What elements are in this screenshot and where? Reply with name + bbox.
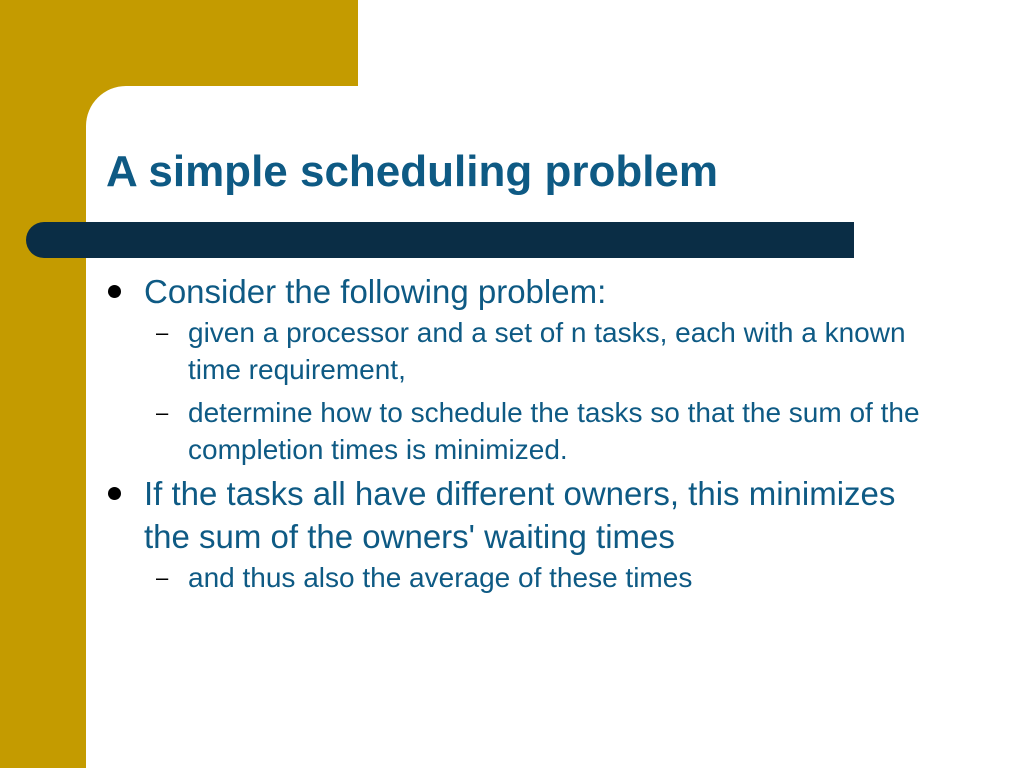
sub-bullet-list: [102, 559, 922, 596]
title-rule-bar: [26, 222, 854, 258]
sub-bullet-text: given a processor and a set of n tasks, each with a known time requirement,: [188, 317, 906, 385]
bullet-item: [102, 472, 922, 558]
bullet-item: [102, 270, 922, 313]
dash-icon: –: [156, 565, 169, 590]
sub-bullet-text: and thus also the average of these times: [188, 562, 693, 593]
bullet-dot-icon: [108, 285, 121, 298]
bullet-dot-icon: [108, 487, 121, 500]
sub-bullet-item: [102, 559, 922, 596]
sub-bullet-item: [102, 394, 922, 468]
dash-icon: –: [156, 320, 169, 345]
bullet-text: Consider the following problem:: [144, 273, 607, 310]
slide-title: A simple scheduling problem: [106, 147, 719, 196]
slide-body: [102, 270, 922, 600]
sub-bullet-text: determine how to schedule the tasks so that the sum of the completion times is minimized.: [188, 397, 920, 465]
bullet-text: If the tasks all have different owners, this minimizes the sum of the owners' waiting times: [144, 475, 896, 555]
dash-icon: –: [156, 400, 169, 425]
sub-bullet-item: [102, 314, 922, 388]
sub-bullet-list: [102, 314, 922, 468]
